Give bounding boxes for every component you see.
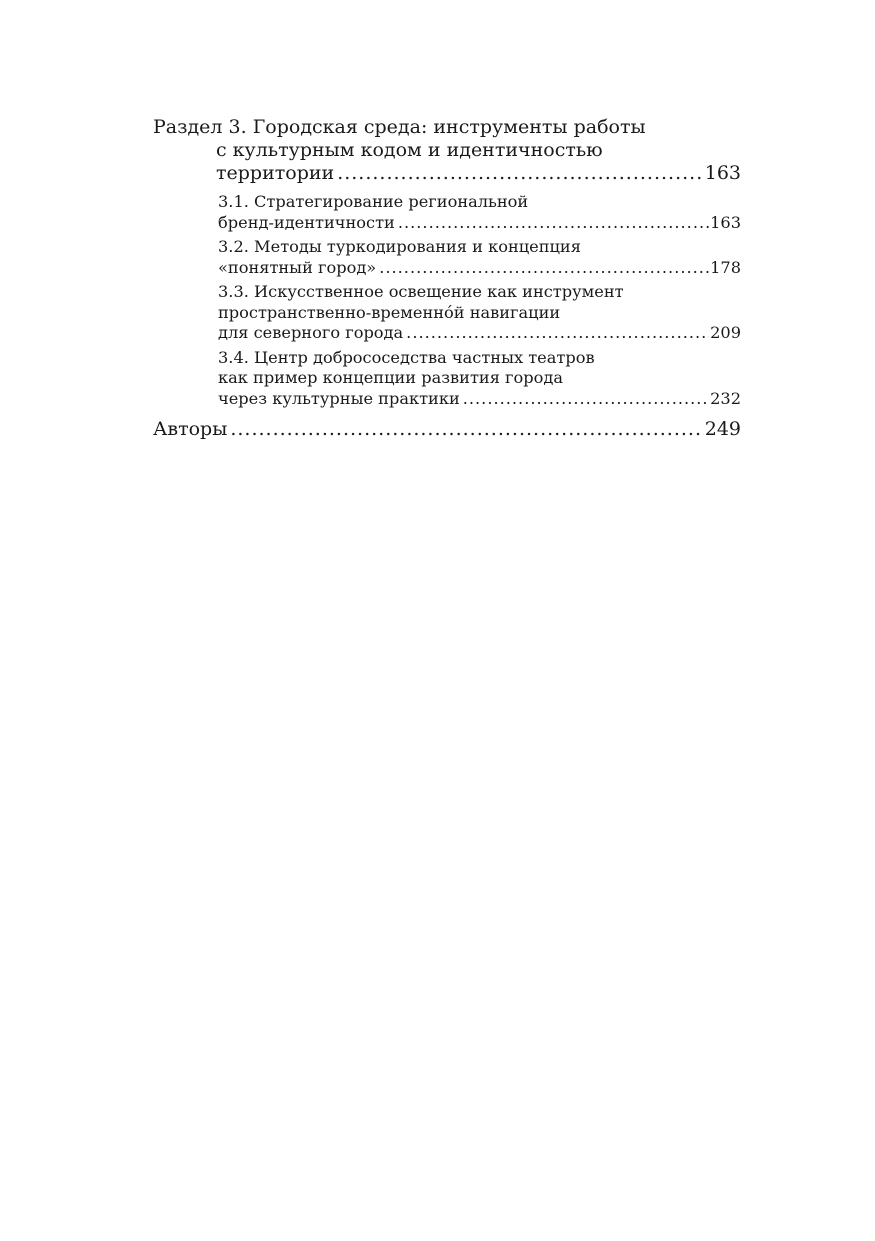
toc-section-3-title-line-2: с культурным кодом и идентичностью (216, 139, 603, 161)
toc-entry-line: пространственно-временно́й навигации (218, 302, 561, 322)
toc-entry-line: бренд-идентичности ..... 163 (153, 213, 741, 234)
page-number: 249 (704, 418, 741, 440)
dot-leader (406, 323, 709, 344)
toc-entry-line: 3.3. Искусственное освещение как инструмент (218, 282, 624, 301)
dot-leader (337, 162, 704, 185)
toc-subsection-3-3[interactable] (153, 282, 741, 344)
toc-subsection-3-1[interactable] (153, 192, 741, 233)
toc-entry-line: 3.1. Стратегирование региональной (218, 192, 529, 211)
dot-leader (230, 418, 703, 441)
page-number: 163 (710, 212, 741, 232)
dot-leader (398, 213, 709, 234)
toc-entry-line: для северного города ..... 209 (153, 323, 741, 344)
page-number: 178 (710, 257, 741, 277)
toc-subsection-3-2[interactable] (153, 237, 741, 278)
table-of-contents (153, 116, 741, 441)
toc-authors[interactable] (153, 418, 741, 441)
dot-leader (379, 258, 709, 279)
page-number: 209 (710, 323, 741, 342)
dot-leader (463, 389, 709, 410)
toc-entry-line: 3.2. Методы туркодирования и концепция (218, 237, 581, 256)
page-number: 232 (710, 388, 741, 408)
toc-entry-line: «понятный город» ..... 178 (153, 258, 741, 279)
toc-entry-line: как пример концепции развития города (218, 368, 564, 387)
toc-entry-line: через культурные практики ..... 232 (153, 389, 741, 410)
toc-subsection-3-4[interactable] (153, 348, 741, 410)
toc-section-3-title-line-3: территории ..... 163 (153, 162, 741, 185)
toc-entry-line: 3.4. Центр добрососедства частных театров (218, 347, 595, 367)
page-number: 163 (704, 162, 741, 184)
toc-section-3-title-line-1: Раздел 3. Городская среда: инструменты работы (153, 116, 646, 138)
toc-section-3[interactable] (153, 116, 741, 185)
toc-entry-line: Авторы ..... 249 (153, 418, 741, 441)
